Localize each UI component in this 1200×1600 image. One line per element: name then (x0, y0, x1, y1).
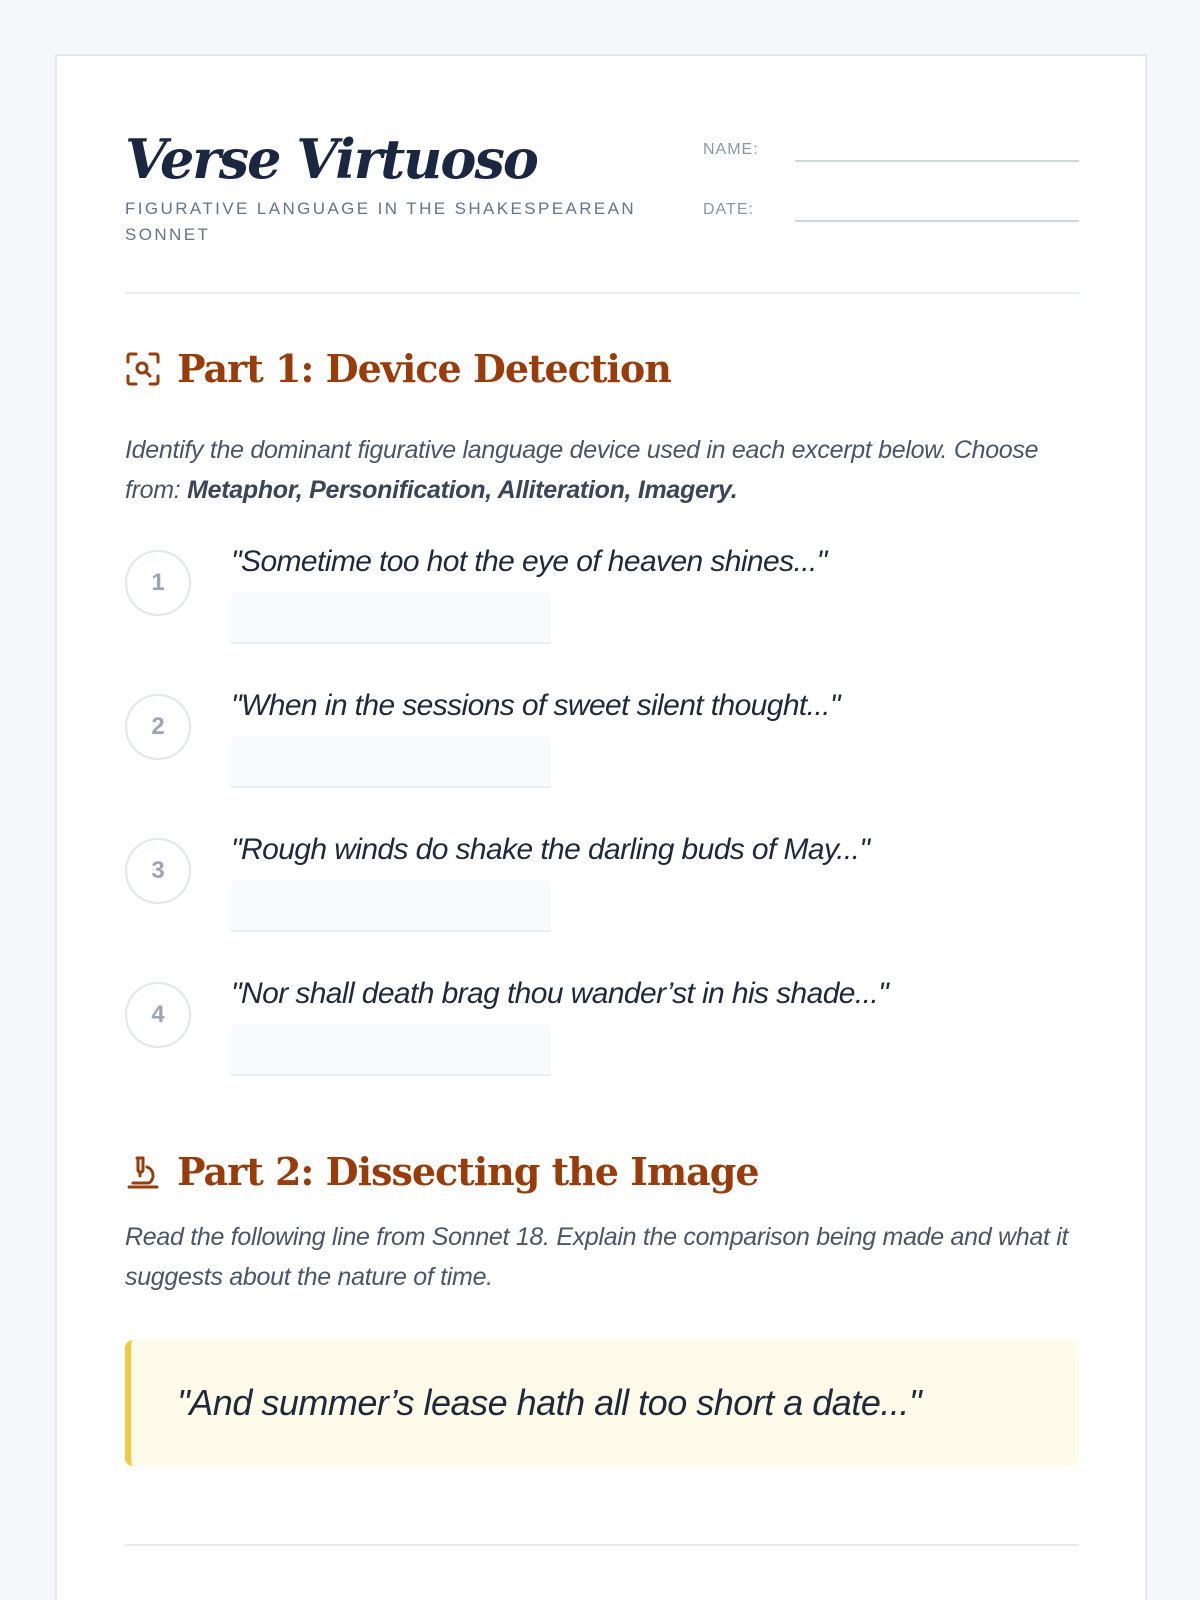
question-item (125, 686, 1079, 796)
part1-device-options: Metaphor, Personification, Alliteration, Imagery. (187, 476, 738, 504)
part2-title: Part 2: Dissecting the Image (177, 1149, 759, 1194)
worksheet-page (55, 54, 1147, 1600)
search-focus-icon (125, 351, 161, 387)
sonnet-quote-text: "And summer’s lease hath all too short a date..." (177, 1382, 922, 1423)
answer-input-4[interactable] (231, 1024, 551, 1076)
name-label: NAME: (703, 141, 759, 158)
date-label: DATE: (703, 201, 754, 218)
question-item (125, 542, 1079, 652)
worksheet-title: Verse Virtuoso (125, 127, 537, 191)
name-field[interactable] (795, 160, 1079, 162)
question-excerpt: "Sometime too hot the eye of heaven shines..." (231, 545, 827, 578)
question-number: 1 (125, 550, 191, 616)
microscope-icon (125, 1154, 161, 1190)
question-number: 3 (125, 838, 191, 904)
sonnet-quote (125, 1340, 1079, 1466)
header-divider (125, 292, 1079, 294)
part2-instructions: Read the following line from Sonnet 18. Explain the comparison being made and what it suggests about the nature of time. (125, 1223, 1069, 1291)
part1-heading (125, 346, 671, 392)
question-number: 2 (125, 694, 191, 760)
part1-instructions (125, 430, 1079, 510)
question-item (125, 830, 1079, 940)
worksheet-subtitle: FIGURATIVE LANGUAGE IN THE SHAKESPEAREAN SONNET (125, 199, 637, 244)
question-item (125, 974, 1079, 1084)
part1-title: Part 1: Device Detection (177, 346, 671, 391)
response-line[interactable] (125, 1544, 1079, 1546)
part1-instructions-text: Identify the dominant figurative language device used in each excerpt below. Choose from: (125, 436, 1039, 504)
part2-heading (125, 1149, 759, 1195)
answer-input-1[interactable] (231, 592, 551, 644)
question-excerpt: "Nor shall death brag thou wander’st in his shade..." (231, 977, 889, 1010)
question-number: 4 (125, 982, 191, 1048)
question-excerpt: "When in the sessions of sweet silent thought..." (231, 689, 840, 722)
date-field[interactable] (795, 220, 1079, 222)
question-excerpt: "Rough winds do shake the darling buds of May..." (231, 833, 870, 866)
answer-input-3[interactable] (231, 880, 551, 932)
answer-input-2[interactable] (231, 736, 551, 788)
